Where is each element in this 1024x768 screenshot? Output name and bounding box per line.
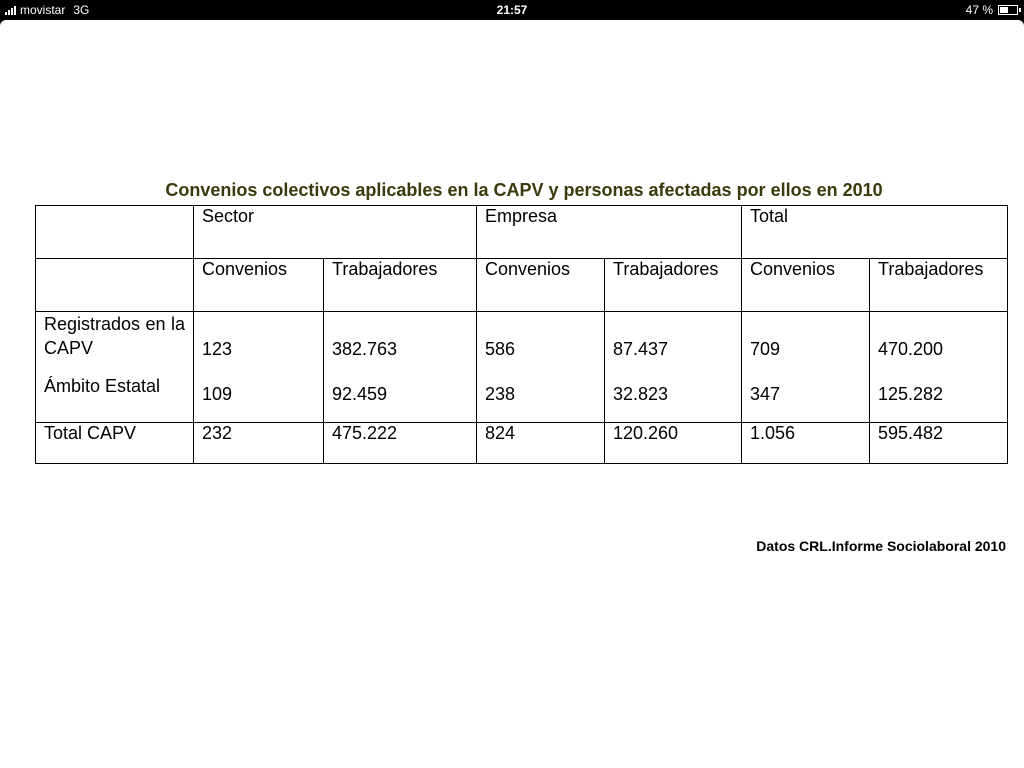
cell-value: 595.482 [870, 423, 1008, 464]
subheader-cell: Trabajadores [324, 259, 477, 312]
value-cell [324, 312, 477, 423]
cell-value: 586 [485, 339, 516, 359]
subheader-cell: Convenios [194, 259, 324, 312]
battery-level-fill [1000, 7, 1008, 13]
group-header-cell: Total [742, 206, 1008, 259]
group-header-cell: Sector [194, 206, 477, 259]
row-label: Total CAPV [36, 423, 194, 464]
cell-value: 382.763 [332, 339, 398, 359]
subheader-cell: Convenios [742, 259, 870, 312]
cell-value: 347 [750, 384, 781, 404]
value-cell [194, 312, 324, 423]
cell-value: 232 [194, 423, 324, 464]
empty-header-cell [36, 259, 194, 312]
table-header-row [36, 206, 1008, 259]
value-cell [742, 312, 870, 423]
value-cell [477, 312, 605, 423]
value-cell [870, 312, 1008, 423]
data-table [35, 205, 1008, 464]
value-cell [605, 312, 742, 423]
subheader-cell: Trabajadores [870, 259, 1008, 312]
cell-value: 123 [202, 339, 233, 359]
battery-icon [998, 5, 1018, 15]
battery-percent: 47 % [965, 3, 993, 17]
cell-value: 92.459 [332, 384, 388, 404]
cell-value: 709 [750, 339, 781, 359]
cell-value: 238 [485, 384, 516, 404]
cell-value: 32.823 [613, 384, 669, 404]
row-label: Ámbito Estatal [44, 376, 161, 396]
cell-value: 109 [202, 384, 233, 404]
subheader-cell: Trabajadores [605, 259, 742, 312]
document-page[interactable] [0, 20, 1024, 768]
row-label: Registrados en la CAPV [44, 314, 185, 358]
cell-value: 470.200 [878, 339, 944, 359]
group-header-cell: Empresa [477, 206, 742, 259]
subheader-cell: Convenios [477, 259, 605, 312]
cell-value: 824 [477, 423, 605, 464]
document-title: Convenios colectivos aplicables en la CAPV y personas afectadas por ellos en 2010 [165, 180, 883, 200]
cell-value: 120.260 [605, 423, 742, 464]
network-type: 3G [73, 3, 90, 17]
table-row-total [36, 423, 1008, 464]
row-label-cell [36, 312, 194, 423]
cell-value: 1.056 [742, 423, 870, 464]
source-note: Datos CRL.Informe Sociolaboral 2010 [756, 538, 1006, 554]
carrier-name: movistar [20, 3, 66, 17]
cell-value: 87.437 [613, 339, 669, 359]
cell-value: 125.282 [878, 384, 944, 404]
battery-status [966, 3, 1018, 17]
empty-header-cell [36, 206, 194, 259]
table-subheader-row [36, 259, 1008, 312]
table-row [36, 312, 1008, 423]
status-bar [0, 0, 1024, 20]
clock: 21:57 [496, 3, 528, 17]
cell-value: 475.222 [324, 423, 477, 464]
